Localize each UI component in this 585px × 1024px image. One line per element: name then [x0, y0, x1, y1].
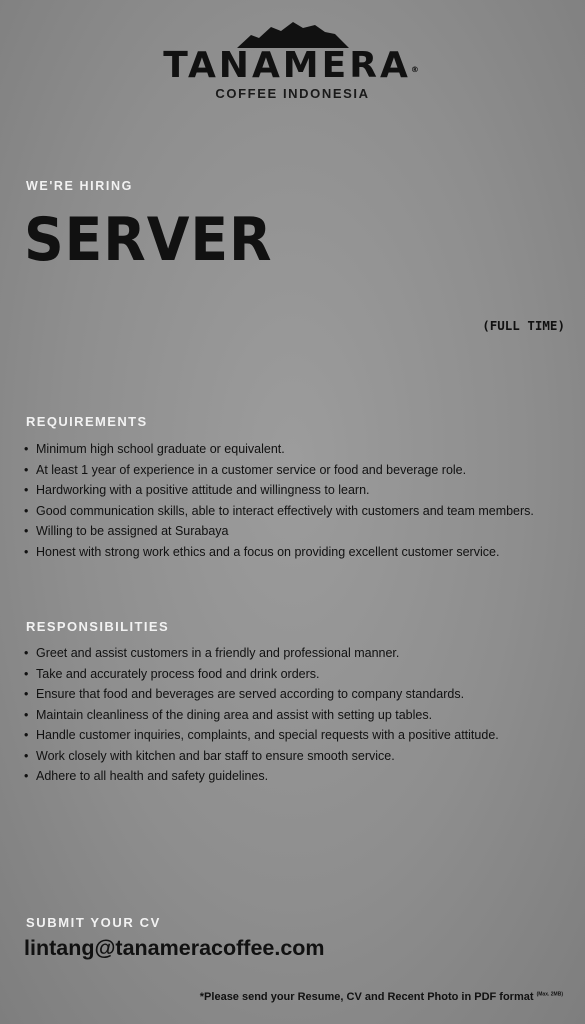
- job-title: SERVER: [24, 205, 273, 275]
- list-item: • Hardworking with a positive attitude and willingness to learn.: [24, 480, 566, 501]
- list-item: • Good communication skills, able to interact effectively with customers and team members.: [24, 501, 566, 522]
- contact-email[interactable]: lintang@tanameracoffee.com: [24, 936, 325, 960]
- responsibilities-list: [24, 643, 566, 787]
- list-item: • Maintain cleanliness of the dining area and assist with setting up tables.: [24, 705, 566, 726]
- list-item: • Greet and assist customers in a friendly and professional manner.: [24, 643, 566, 664]
- requirements-heading: REQUIREMENTS: [26, 414, 148, 429]
- list-item: • Willing to be assigned at Surabaya: [24, 521, 566, 542]
- brand-subtitle: COFFEE INDONESIA: [215, 86, 370, 101]
- size-note: (Max. 2MB): [536, 991, 563, 998]
- list-item: • Take and accurately process food and drink orders.: [24, 664, 566, 685]
- employment-type: (FULL TIME): [482, 318, 565, 333]
- list-item: • Handle customer inquiries, complaints, and special requests with a positive attitude.: [24, 725, 566, 746]
- submit-heading: SUBMIT YOUR CV: [26, 915, 161, 930]
- list-item: • Work closely with kitchen and bar staff to ensure smooth service.: [24, 746, 566, 767]
- brand-logo: [0, 22, 585, 101]
- submission-note: *Please send your Resume, CV and Recent Photo in PDF format $^{(Max. 2MB)}$: [199, 991, 563, 1003]
- registered-mark: ®: [410, 65, 422, 74]
- list-item: • At least 1 year of experience in a customer service or food and beverage role.: [24, 460, 566, 481]
- responsibilities-heading: RESPONSIBILITIES: [26, 619, 170, 634]
- list-item: • Ensure that food and beverages are served according to company standards.: [24, 684, 566, 705]
- list-item: • Minimum high school graduate or equivalent.: [24, 439, 566, 460]
- list-item: • Honest with strong work ethics and a focus on providing excellent customer service.: [24, 542, 566, 563]
- hiring-label: WE'RE HIRING: [26, 179, 133, 193]
- list-item: • Adhere to all health and safety guidelines.: [24, 766, 566, 787]
- brand-name: TANAMERA®: [163, 45, 422, 86]
- requirements-list: [24, 439, 566, 562]
